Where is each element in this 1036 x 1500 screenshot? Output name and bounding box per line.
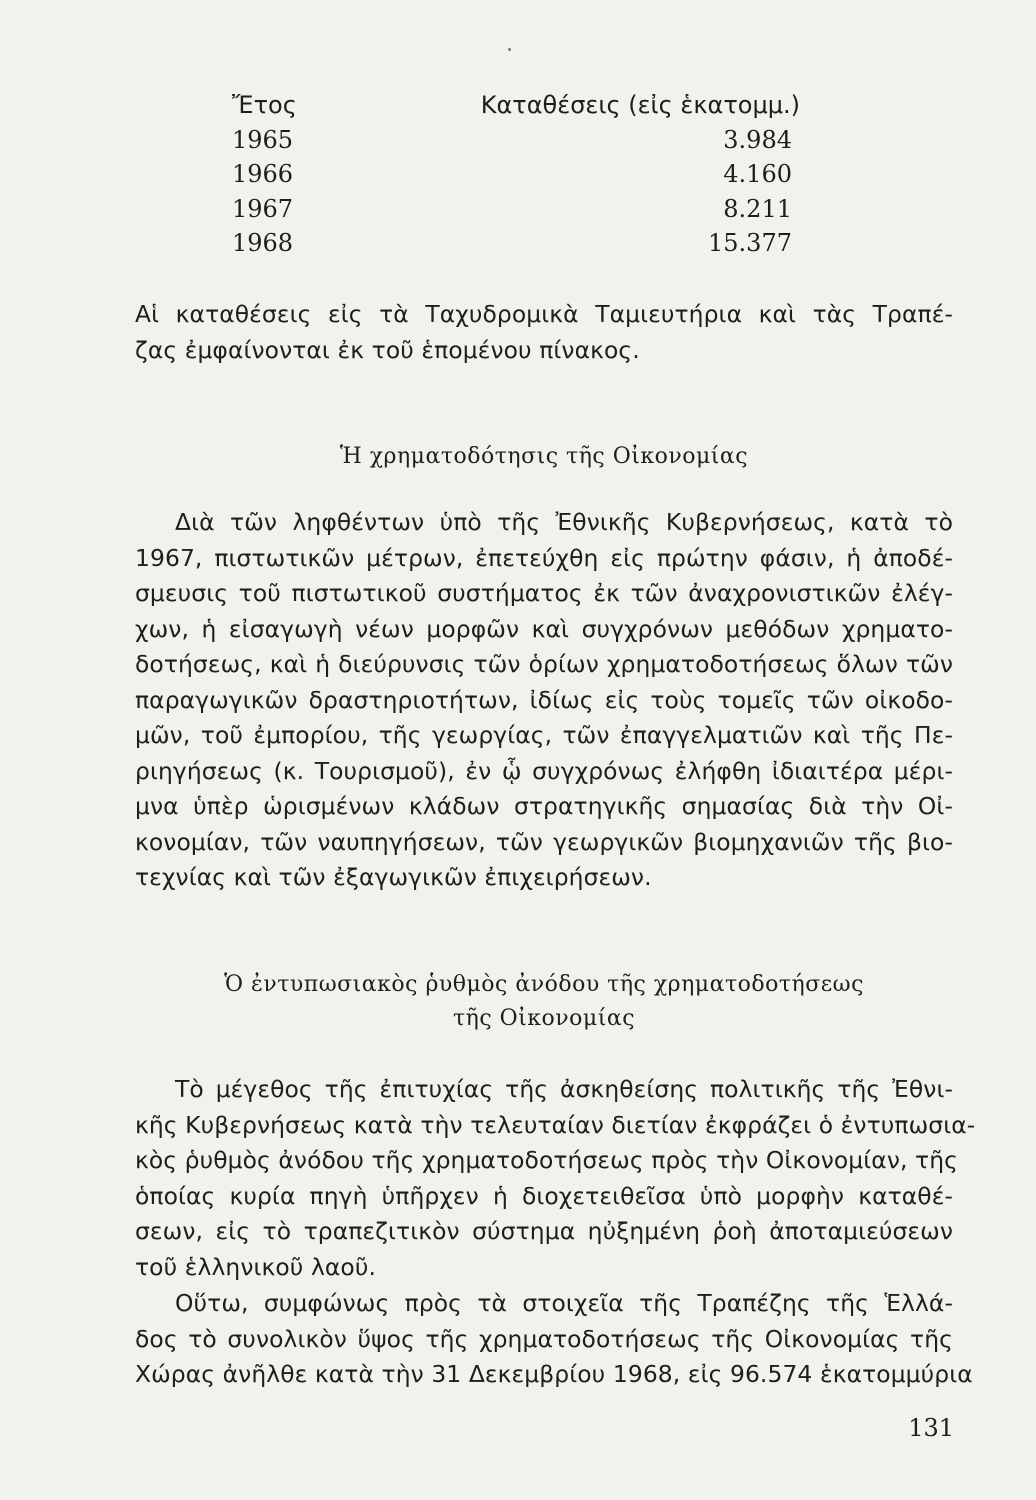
header-year: Ἔτος <box>232 91 297 119</box>
table-row <box>232 157 792 192</box>
value-cell: 3.984 <box>723 125 792 154</box>
header-deposits: Καταθέσεις (εἰς ἑκατομμ.) <box>480 91 800 119</box>
text-line: μῶν, τοῦ ἐμπορίου, τῆς γεωργίας, τῶν ἐπαγγελματιῶν καὶ τῆς Πε- <box>135 721 953 749</box>
text-line: 1967, πιστωτικῶν μέτρων, ἐπετεύχθη εἰς πρώτην φάσιν, ἡ ἀποδέ- <box>135 543 953 572</box>
text-line: ζας ἐμφαίνονται ἐκ τοῦ ἑπομένου πίνακος. <box>135 335 640 364</box>
deposits-table <box>232 88 800 261</box>
text-line: δος τὸ συνολικὸν ὕψος τῆς χρηματοδοτήσεως τῆς Οἰκονομίας τῆς <box>135 1324 953 1353</box>
text-line: κὸς ῥυθμὸς ἀνόδου τῆς χρηματοδοτήσεως πρὸς τὴν Οἰκονομίαν, τῆς <box>135 1146 958 1174</box>
section-heading-growth <box>135 968 953 1036</box>
text-line: παραγωγικῶν δραστηριοτήτων, ἰδίως εἰς τοὺς τομεῖς τῶν οἰκοδο- <box>135 685 953 714</box>
text-line: τεχνίας καὶ τῶν ἐξαγωγικῶν ἐπιχειρήσεων. <box>135 863 652 891</box>
year-cell: 1966 <box>232 160 294 188</box>
text-line: Χώρας ἀνῆλθε κατὰ τὴν 31 Δεκεμβρίου 1968, εἰς 96.574 ἑκατομμύρια <box>135 1360 973 1388</box>
value-cell: 15.377 <box>708 229 792 257</box>
text-line: Οὕτω, συμφώνως πρὸς τὰ στοιχεῖα τῆς Τραπέζης τῆς Ἑλλά- <box>175 1289 953 1317</box>
intro-paragraph <box>135 297 953 368</box>
year-cell: 1968 <box>232 229 294 257</box>
table-row <box>232 192 792 227</box>
year-cell: 1967 <box>232 194 294 223</box>
table-row <box>232 123 792 158</box>
value-cell: 8.211 <box>723 194 792 223</box>
text-line: κονομίαν, τῶν ναυπηγήσεων, τῶν γεωργικῶν βιομηχανιῶν τῆς βιο- <box>135 827 953 856</box>
text-line: τοῦ ἑλληνικοῦ λαοῦ. <box>135 1252 377 1281</box>
text-line: Διὰ τῶν ληφθέντων ὑπὸ τῆς Ἐθνικῆς Κυβερνήσεως, κατὰ τὸ <box>175 508 953 536</box>
print-speck <box>508 48 511 51</box>
financing-paragraph <box>135 505 953 896</box>
table-header-row <box>232 88 800 123</box>
text-line: ριηγήσεως (κ. Τουρισμοῦ), ἐν ᾧ συγχρόνως ἐλήφθη ἰδιαιτέρα μέρι- <box>135 756 953 785</box>
page-number: 131 <box>908 1414 954 1442</box>
text-line: Αἱ καταθέσεις εἰς τὰ Ταχυδρομικὰ Ταμιευτήρια καὶ τὰς Τραπέ- <box>135 300 953 328</box>
text-line: Τὸ μέγεθος τῆς ἐπιτυχίας τῆς ἀσκηθείσης πολιτικῆς τῆς Ἐθνι- <box>175 1075 953 1103</box>
text-line: κῆς Κυβερνήσεως κατὰ τὴν τελευταίαν διετίαν ἐκφράζει ὁ ἐντυπωσια- <box>135 1110 976 1139</box>
table-row <box>232 226 792 261</box>
heading-line: τῆς Οἰκονομίας <box>452 1006 636 1031</box>
totals-paragraph <box>135 1286 973 1393</box>
section-heading-financing: Ἡ χρηματοδότησις τῆς Οἰκονομίας <box>339 444 749 469</box>
text-line: δοτήσεως, καὶ ἡ διεύρυνσις τῶν ὁρίων χρηματοδοτήσεως ὅλων τῶν <box>135 650 953 678</box>
growth-paragraph <box>135 1072 976 1285</box>
text-line: σεων, εἰς τὸ τραπεζιτικὸν σύστημα ηὐξημένη ῥοὴ ἀποταμιεύσεων <box>135 1217 953 1245</box>
text-line: σμευσις τοῦ πιστωτικοῦ συστήματος ἐκ τῶν ἀναχρονιστικῶν ἐλέγ- <box>135 579 953 607</box>
heading-line: Ὁ ἐντυπωσιακὸς ῥυθμὸς ἀνόδου τῆς χρηματοδοτήσεως <box>224 972 864 997</box>
value-cell: 4.160 <box>723 160 792 188</box>
text-line: μνα ὑπὲρ ὡρισμένων κλάδων στρατηγικῆς σημασίας διὰ τὴν Οἰ- <box>135 792 953 820</box>
year-cell: 1965 <box>232 125 294 154</box>
text-line: χων, ἡ εἰσαγωγὴ νέων μορφῶν καὶ συγχρόνων μεθόδων χρηματο- <box>135 614 953 643</box>
text-line: ὁποίας κυρία πηγὴ ὑπῆρχεν ἡ διοχετειθεῖσα ὑπὸ μορφὴν καταθέ- <box>135 1181 953 1210</box>
